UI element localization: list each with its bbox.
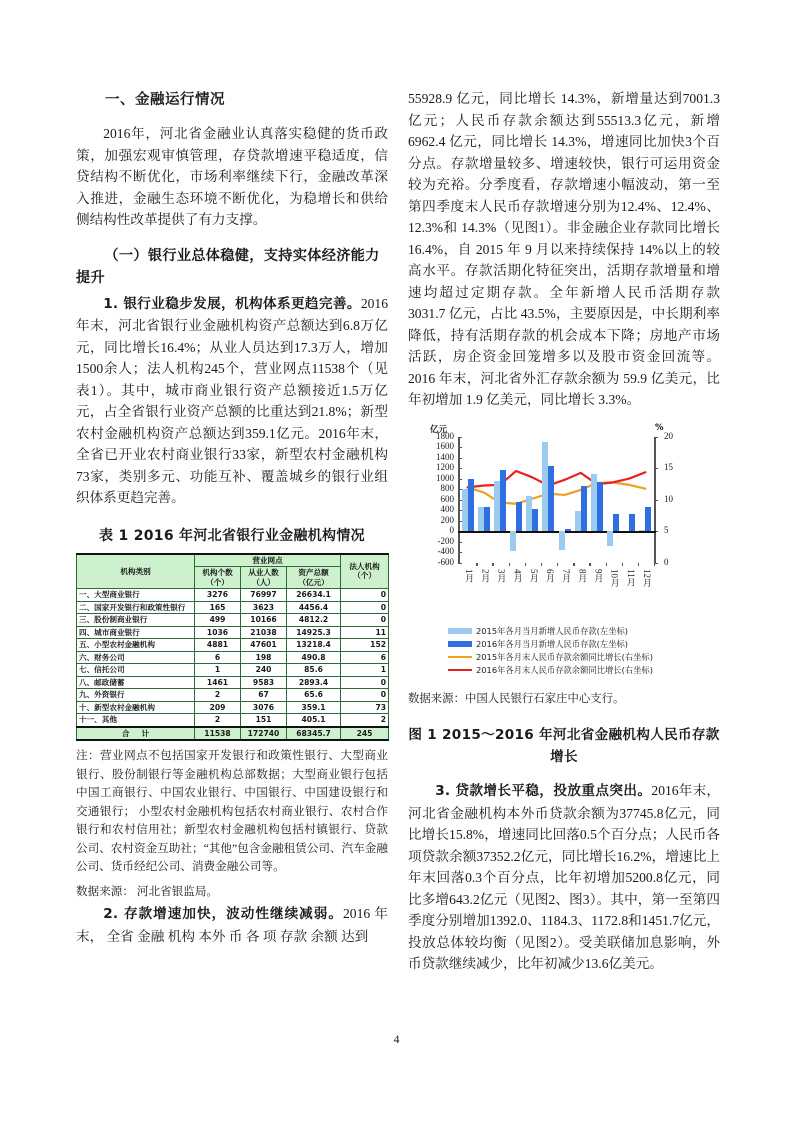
chart-y-tick-label: 1200 — [436, 462, 454, 472]
cell-legal: 152 — [341, 639, 389, 652]
th-legal-line1: 法人机构 — [349, 561, 380, 571]
chart-y-tick — [458, 563, 462, 564]
total-label: 合计 — [77, 727, 195, 741]
cell-category: 四、城市商业银行 — [77, 626, 195, 639]
cell-count: 1461 — [195, 676, 241, 689]
chart-y-tick-label: 1000 — [436, 472, 454, 483]
table-note: 注：营业网点不包括国家开发银行和政策性银行、大型商业银行、股份制银行等金融机构总部数据；大型商业银行包括中国工商银行、中国农业银行、中国银行、中国建设银行和交通银行； 小型农村金融机构包括农村商业银行、农村合作银行和农村信用社；新型农村金融机构包括村镇银行、贷款公司、农村资金互助社；“其他”包含金融租赁公司、汽车金融公司、货币经纪公司、消费金融公司等。 — [76, 749, 388, 873]
chart-y2-tick — [654, 437, 658, 438]
chart-right-unit: % — [655, 422, 664, 433]
bar-2016 — [613, 514, 619, 531]
cell-staff: 47601 — [241, 639, 287, 652]
table-row — [77, 689, 389, 702]
chart-y2-tick-label: 5 — [664, 525, 669, 535]
cell-category: 十一、其他 — [77, 714, 195, 727]
table-row — [77, 676, 389, 689]
chart-y-tick-label: -200 — [437, 535, 454, 546]
bar-2015 — [607, 531, 613, 546]
chart-zero-line — [458, 531, 656, 533]
cell-category: 一、大型商业银行 — [77, 589, 195, 602]
cell-legal: 0 — [341, 614, 389, 627]
table-source: 数据来源： 河北省银监局。 — [76, 884, 219, 898]
chart-legend — [448, 625, 720, 677]
chart-x-tick — [589, 563, 590, 566]
table-caption: 表 1 2016 年河北省银行业金融机构情况 — [99, 527, 365, 544]
cell-category: 八、邮政储蓄 — [77, 676, 195, 689]
item3-heading: 3. 贷款增长平稳，投放重点突出。 — [435, 783, 652, 799]
bar-2016 — [500, 470, 506, 531]
th-category: 机构类别 — [77, 554, 195, 589]
cell-category: 十、新型农村金融机构 — [77, 701, 195, 714]
cell-staff: 3076 — [241, 701, 287, 714]
cell-category: 五、小型农村金融机构 — [77, 639, 195, 652]
intro-paragraph: 2016年，河北省金融业认真落实稳健的货币政策，加强宏观审慎管理，存贷款增速平稳适度，信贷结构不断优化，市场利率继续下行，金融改革深入推进，金融生态环境不断优化，为稳增长和供给侧结构性改革提供了有力支撑。 — [76, 126, 388, 227]
chart-y-tick — [458, 542, 462, 543]
cell-count: 6 — [195, 651, 241, 664]
cell-category: 二、国家开发银行和政策性银行 — [77, 601, 195, 614]
cell-count: 499 — [195, 614, 241, 627]
cell-legal: 11 — [341, 626, 389, 639]
chart-x-tick-label: 7月 — [561, 568, 572, 582]
bar-2015 — [559, 531, 565, 550]
cell-legal: 1 — [341, 664, 389, 677]
chart-x-tick — [622, 563, 623, 566]
th-staff-line1: 从业人数 — [248, 568, 279, 577]
chart-y-tick-label: 400 — [440, 504, 454, 514]
th-assets-line1: 资产总额 — [298, 568, 329, 577]
bar-2016 — [565, 529, 571, 531]
th-count-line2: （个） — [206, 577, 229, 587]
cell-count: 209 — [195, 701, 241, 714]
chart-y-tick-label: 600 — [440, 493, 454, 504]
table-row — [77, 601, 389, 614]
item3-body: 2016年末，河北省金融机构本外币贷款余额为37745.8亿元，同比增长15.8%，增速同比回落0.5个百分点；人民币各项贷款余额37352.2亿元，同比增长16.2%，增速比上年末回落0.3个百分点，比年初增加5200.8亿元，同比多增643.2亿元（见图2、图3）。其中，第一至第四季度分别增加1392.0、1184.3、1172.8和1451.7亿元，投放总体较均衡（见图2）。受美联储加息影响，外币贷款继续减少，比年初减少13.6亿美元。 — [408, 783, 721, 971]
legend-item — [448, 625, 720, 638]
bar-2016 — [629, 514, 635, 531]
th-staff-line2: （人） — [252, 577, 275, 587]
cell-count: 3276 — [195, 589, 241, 602]
chart-y2-tick-label: 0 — [664, 556, 669, 567]
chart-y2-tick — [654, 468, 658, 469]
cell-legal: 0 — [341, 676, 389, 689]
chart-x-tick-label: 12月 — [641, 568, 652, 587]
total-legal: 245 — [341, 727, 389, 741]
legend-item — [448, 638, 720, 651]
th-assets — [287, 567, 341, 589]
bar-2016 — [484, 507, 490, 531]
chart-y-tick — [458, 437, 462, 438]
table-row — [77, 589, 389, 602]
legend-label: 2015年各月末人民币存款余额同比增长(右坐标) — [476, 651, 653, 662]
cell-staff: 9583 — [241, 676, 287, 689]
chart-x-tick — [476, 563, 477, 566]
bank-institutions-table — [76, 553, 389, 742]
cell-category: 三、股份制商业银行 — [77, 614, 195, 627]
cell-assets: 14925.3 — [287, 626, 341, 639]
cell-staff: 151 — [241, 714, 287, 727]
chart-x-tick — [638, 563, 639, 566]
bar-2015 — [510, 531, 516, 551]
chart-x-tick — [557, 563, 558, 566]
legend-label: 2015年各月当月新增人民币存款(左坐标) — [476, 625, 629, 636]
chart-y2-tick-label: 10 — [664, 493, 673, 504]
chart-plot-area — [460, 437, 654, 563]
chart-x-tick — [509, 563, 510, 566]
th-count — [195, 567, 241, 589]
th-legal-line2: （个） — [353, 571, 376, 581]
cell-assets: 359.1 — [287, 701, 341, 714]
legend-label: 2016年各月末人民币存款余额同比增长(右坐标) — [476, 664, 653, 675]
table-row — [77, 714, 389, 727]
cell-assets: 2893.4 — [287, 676, 341, 689]
th-group-branches: 营业网点 — [195, 554, 341, 567]
chart-y-tick — [458, 458, 462, 459]
chart-y-tick-label: 1600 — [436, 441, 454, 451]
th-legal-entities — [341, 554, 389, 589]
bar-2016 — [468, 479, 474, 532]
chart-lines-svg — [460, 437, 654, 563]
cell-assets: 4812.2 — [287, 614, 341, 627]
table-row — [77, 664, 389, 677]
chart-x-tick-label: 9月 — [593, 568, 604, 582]
cell-assets: 65.6 — [287, 689, 341, 702]
bar-2016 — [597, 482, 603, 531]
left-column — [76, 88, 388, 947]
th-staff — [241, 567, 287, 589]
item1-paragraph — [76, 293, 388, 509]
legend-line-swatch — [448, 669, 472, 671]
item2-heading: 2. 存款增速加快，波动性继续减弱。 — [103, 906, 343, 922]
cell-assets: 13218.4 — [287, 639, 341, 652]
table-row — [77, 626, 389, 639]
chart-x-tick-label: 8月 — [577, 568, 588, 582]
total-count: 11538 — [195, 727, 241, 741]
total-assets: 68345.7 — [287, 727, 341, 741]
chart-x-tick-label: 2月 — [480, 568, 491, 582]
cell-staff: 198 — [241, 651, 287, 664]
chart-x-tick-label: 11月 — [625, 568, 636, 587]
chart-y-tick-label: 200 — [440, 514, 454, 525]
chart-y-tick-label: 800 — [440, 483, 454, 493]
cell-category: 七、信托公司 — [77, 664, 195, 677]
chart-source: 数据来源：中国人民银行石家庄中心支行。 — [408, 692, 625, 705]
chart-x-tick-label: 3月 — [496, 568, 507, 582]
chart-x-tick — [492, 563, 493, 566]
item2-body: 2016 年末， 全省 金融 机构 本外 币 各 项 存款 余额 达到 — [76, 906, 388, 944]
chart-y2-tick — [654, 500, 658, 501]
th-count-line1: 机构个数 — [202, 568, 233, 577]
chart-x-tick — [606, 563, 607, 566]
bar-2016 — [516, 502, 522, 531]
cell-assets: 4456.4 — [287, 601, 341, 614]
cell-assets: 85.6 — [287, 664, 341, 677]
chart-y-tick-label: 0 — [449, 525, 454, 535]
legend-line-swatch — [448, 656, 472, 658]
cell-category: 六、财务公司 — [77, 651, 195, 664]
chart-y-tick — [458, 479, 462, 480]
right-column — [408, 88, 720, 975]
total-staff: 172740 — [241, 727, 287, 741]
th-assets-line2: （亿元） — [298, 577, 329, 587]
cell-count: 165 — [195, 601, 241, 614]
legend-item — [448, 664, 720, 677]
table-total-row — [77, 727, 389, 741]
cell-staff: 76997 — [241, 589, 287, 602]
cell-staff: 21038 — [241, 626, 287, 639]
chart-left-unit: 亿元 — [430, 424, 448, 435]
item1-body: 2016年末，河北省银行业金融机构资产总额达到6.8万亿元，同比增长16.4%；从业人员达到17.3万人，增加1500余人；法人机构245个，营业网点11538个（见表1）。其中，城市商业银行资产总额接近1.5万亿元，占全省银行业资产总额的比重达到21.8%；新型农村金融机构资产总额达到359.1亿元。2016年末，全省已开业农村商业银行33家，新型农村金融机构73家，类别多元、功能互补、覆盖城乡的银行业组织体系更趋完善。 — [76, 295, 388, 505]
bar-2016 — [645, 507, 651, 531]
chart-y-tick-label: -400 — [437, 546, 454, 556]
chart-y-tick — [458, 552, 462, 553]
section-title: 一、金融运行情况 — [105, 92, 225, 108]
cell-assets: 405.1 — [287, 714, 341, 727]
cell-staff: 3623 — [241, 601, 287, 614]
subsection-title: （一）银行业总体稳健，支持实体经济能力提升 — [76, 247, 380, 286]
cell-category: 九、外资银行 — [77, 689, 195, 702]
chart-y2-tick-label: 20 — [664, 430, 673, 441]
bar-2016 — [548, 466, 554, 531]
cell-legal: 2 — [341, 714, 389, 727]
cell-staff: 240 — [241, 664, 287, 677]
cell-count: 4881 — [195, 639, 241, 652]
legend-bar-swatch — [448, 641, 472, 647]
cell-staff: 10166 — [241, 614, 287, 627]
chart-x-tick-label: 10月 — [609, 568, 620, 587]
chart-x-tick-label: 6月 — [544, 568, 555, 582]
table-row — [77, 639, 389, 652]
chart-x-tick — [654, 563, 655, 566]
chart-y-tick-label: 1800 — [436, 430, 454, 441]
item2-paragraph — [76, 903, 388, 947]
cell-legal: 0 — [341, 589, 389, 602]
legend-label: 2016年各月当月新增人民币存款(左坐标) — [476, 638, 629, 649]
page-number: 4 — [393, 1032, 400, 1046]
chart-y2-tick-label: 15 — [664, 462, 673, 472]
cell-staff: 67 — [241, 689, 287, 702]
chart-x-tick-label: 4月 — [512, 568, 523, 582]
table-row — [77, 701, 389, 714]
cell-assets: 490.8 — [287, 651, 341, 664]
figure-1 — [408, 423, 720, 769]
legend-bar-swatch — [448, 628, 472, 634]
chart-x-tick — [525, 563, 526, 566]
right-para1: 55928.9 亿元，同比增长 14.3%，新增量达到7001.3亿元；人民币存款余额达到55513.3亿元，新增 6962.4 亿元，同比增长 14.3%，增速同比加快3个百分点。存款增量较多、增速较快，银行可运用资金较为充裕。分季度看，存款增速小幅波动，第一至第四季度末人民币存款增速分别为12.4%、12.4%、12.3%和 14.3%（见图1）。非金融企业存款同比增长 16.4%，自 2015 年 9 月以来持续保持 14%以上的较高水平。存款活期化特征突出，活期存款增量和增速均超过定期存款。全年新增人民币活期存款 3031.7 亿元，占比 43.5%，主要原因是，中长期利率降低，持有活期存款的机会成本下降；房地产市场活跃，房企资金回笼增多以及股市资金回流等。2016 年末，河北省外汇存款余额为 59.9 亿美元，比年初增加 1.9 亿美元，同比增长 3.3%。 — [408, 91, 720, 407]
cell-count: 2 — [195, 714, 241, 727]
chart-y-tick — [458, 447, 462, 448]
chart-x-tick-label: 1月 — [464, 568, 475, 582]
item1-heading: 1. 银行业稳步发展，机构体系更趋完善。 — [103, 295, 361, 312]
chart-y-tick-label: 1400 — [436, 451, 454, 462]
chart-y-tick — [458, 468, 462, 469]
cell-count: 2 — [195, 689, 241, 702]
cell-count: 1036 — [195, 626, 241, 639]
chart-y-tick-label: -600 — [437, 556, 454, 567]
cell-legal: 0 — [341, 601, 389, 614]
figure-caption: 图 1 2015～2016 年河北省金融机构人民币存款增长 — [408, 727, 720, 765]
cell-legal: 73 — [341, 701, 389, 714]
chart-x-tick-label: 5月 — [528, 568, 539, 582]
legend-item — [448, 651, 720, 664]
chart-x-tick — [541, 563, 542, 566]
cell-count: 1 — [195, 664, 241, 677]
cell-legal: 6 — [341, 651, 389, 664]
bar-2016 — [581, 486, 587, 531]
table-body — [77, 589, 389, 741]
bar-2016 — [532, 509, 538, 531]
chart-x-tick — [573, 563, 574, 566]
cell-assets: 26634.1 — [287, 589, 341, 602]
table-row — [77, 651, 389, 664]
cell-legal: 0 — [341, 689, 389, 702]
table-row — [77, 614, 389, 627]
item3-paragraph — [408, 780, 720, 975]
deposit-growth-chart — [408, 423, 720, 623]
